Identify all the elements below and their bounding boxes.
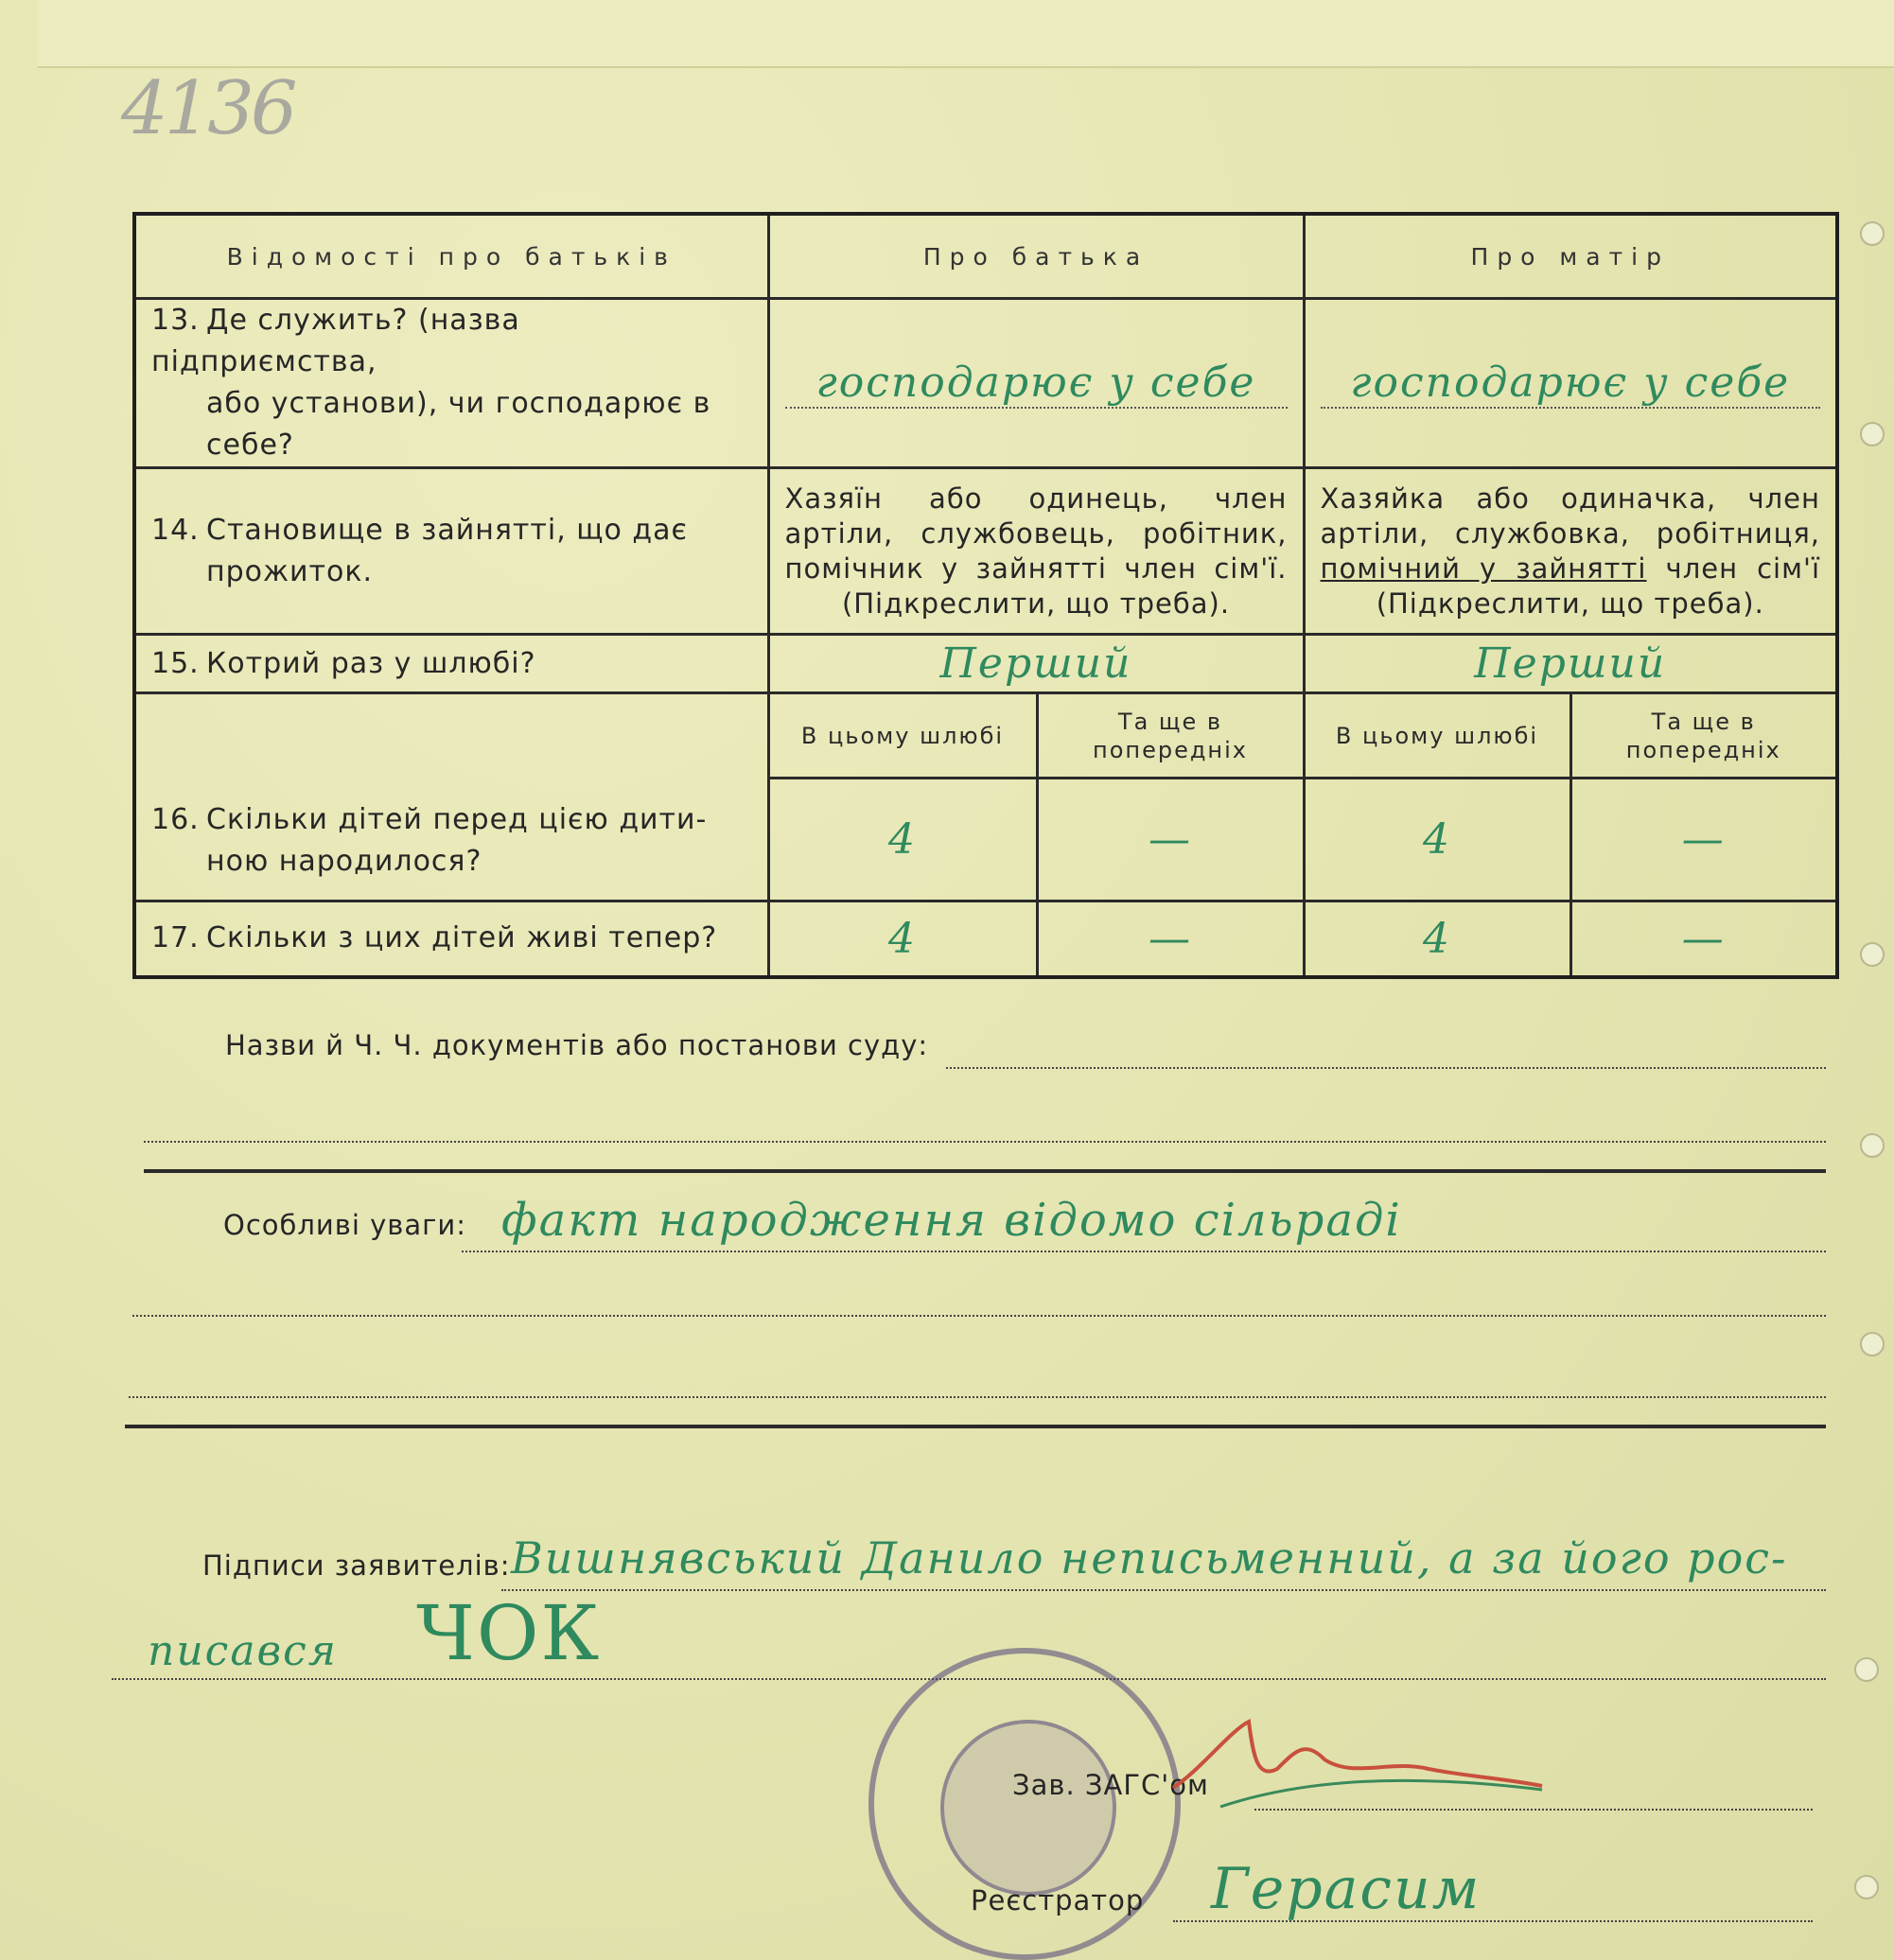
section-divider xyxy=(125,1425,1826,1428)
registrar-label: Реєстратор xyxy=(971,1884,1145,1916)
q17-father-this xyxy=(768,901,1037,977)
binder-hole xyxy=(1860,942,1885,967)
children-count: — xyxy=(1149,815,1192,864)
mother-occupation-options xyxy=(1304,468,1837,635)
documents-label: Назви й Ч. Ч. документів або постанови суду: xyxy=(225,1029,929,1061)
living-children-count: — xyxy=(1149,914,1192,963)
remarks-dotted-line xyxy=(462,1251,1826,1252)
signatures-dotted-line xyxy=(501,1589,1826,1591)
q16-father-prev xyxy=(1037,779,1304,901)
question-text: ною народилося? xyxy=(206,845,482,878)
question-text: прожиток. xyxy=(206,554,374,588)
binder-hole xyxy=(1854,1657,1879,1682)
question-13 xyxy=(134,299,768,468)
table-row-q17 xyxy=(134,901,1837,977)
subheader-mother-this-marriage: В цьому шлюбі xyxy=(1304,693,1570,779)
question-text: Де служить? (назва підприємства, xyxy=(151,304,520,378)
table-row-q15 xyxy=(134,635,1837,693)
mother-workplace-cell xyxy=(1304,299,1837,468)
remarks-value: факт народження відомо сільраді xyxy=(501,1194,1402,1247)
options-text: Хазяйка або одиначка, член артіли, службовка, робітниця, xyxy=(1320,481,1820,550)
signatures-mark: ЧОК xyxy=(416,1589,602,1677)
registry-head-signature xyxy=(1164,1703,1561,1816)
red-signature-stroke xyxy=(1173,1722,1542,1788)
header-mother: Про матір xyxy=(1304,214,1837,299)
binder-hole xyxy=(1860,1133,1885,1158)
question-text: Становище в зайнятті, що дає xyxy=(206,513,689,547)
question-text: Скільки з цих дітей живі тепер? xyxy=(206,921,718,955)
binder-hole xyxy=(1860,422,1885,446)
options-text: член сім'ї (Підкреслити, що треба). xyxy=(1376,551,1820,620)
mother-workplace-value: господарює у себе xyxy=(1321,359,1821,409)
children-count: 4 xyxy=(888,815,917,864)
question-text: Скільки дітей перед цією дити- xyxy=(206,803,708,836)
living-children-count: 4 xyxy=(1423,914,1451,963)
question-17 xyxy=(134,901,768,977)
living-children-count: — xyxy=(1681,914,1726,963)
question-16 xyxy=(134,693,768,901)
father-workplace-value: господарює у себе xyxy=(785,359,1288,409)
signatures-label: Підписи заявителів: xyxy=(202,1549,511,1582)
q16-mother-prev xyxy=(1570,779,1837,901)
question-text: Котрий раз у шлюбі? xyxy=(206,646,536,680)
subheader-father-this-marriage: В цьому шлюбі xyxy=(768,693,1037,779)
remarks-label: Особливі уваги: xyxy=(223,1209,467,1241)
q16-mother-this xyxy=(1304,779,1570,901)
signatures-value-line1: Вишнявський Данило неписьменний, а за його рос- xyxy=(511,1532,1788,1584)
q17-mother-prev xyxy=(1570,901,1837,977)
question-number: 14. xyxy=(151,513,200,547)
children-count: — xyxy=(1681,815,1726,864)
q17-father-prev xyxy=(1037,901,1304,977)
question-number: 16. xyxy=(151,803,200,836)
remarks-dotted-line-3 xyxy=(129,1396,1826,1398)
parents-info-table xyxy=(132,212,1839,979)
binder-hole xyxy=(1860,1332,1885,1356)
table-row-q13 xyxy=(134,299,1837,468)
archive-number: 4136 xyxy=(121,66,294,151)
registry-head-label: Зав. ЗАГС'ом xyxy=(1012,1769,1209,1801)
page-top-edge xyxy=(38,0,1894,68)
question-number: 15. xyxy=(151,646,200,680)
documents-dotted-line xyxy=(946,1067,1826,1069)
father-marriage-count-cell xyxy=(768,635,1304,693)
subheader-mother-previous: Та ще в попередніх xyxy=(1570,693,1837,779)
mother-marriage-count: Перший xyxy=(1474,639,1667,688)
father-workplace-cell xyxy=(768,299,1304,468)
header-parents: Відомості про батьків xyxy=(134,214,768,299)
question-number: 13. xyxy=(151,304,200,337)
underlined-option: помічний у зайнятті xyxy=(1320,551,1647,585)
question-15 xyxy=(134,635,768,693)
question-14 xyxy=(134,468,768,635)
signatures-value-line2: писався xyxy=(148,1627,338,1675)
father-marriage-count: Перший xyxy=(939,639,1132,688)
binder-hole xyxy=(1860,221,1885,246)
documents-dotted-line-2 xyxy=(144,1141,1826,1143)
question-text: або установи), чи господарює в себе? xyxy=(206,387,711,462)
binder-hole xyxy=(1854,1875,1879,1899)
mother-marriage-count-cell xyxy=(1304,635,1837,693)
question-number: 17. xyxy=(151,921,200,955)
father-occupation-options: Хазяїн або одинець, член артіли, службовець, робітник, помічник у зайнятті член сім'ї. (Підкреслити, що треба). xyxy=(768,468,1304,635)
q16-father-this xyxy=(768,779,1037,901)
subheader-father-previous: Та ще в попередніх xyxy=(1037,693,1304,779)
q17-mother-this xyxy=(1304,901,1570,977)
section-divider xyxy=(144,1169,1826,1173)
green-signature-stroke xyxy=(1220,1780,1542,1807)
table-row-q14 xyxy=(134,468,1837,635)
table-header-row xyxy=(134,214,1837,299)
living-children-count: 4 xyxy=(888,914,917,963)
header-father: Про батька xyxy=(768,214,1304,299)
registrar-signature: Герасим xyxy=(1211,1856,1482,1922)
remarks-dotted-line-2 xyxy=(132,1315,1826,1317)
stamp-emblem xyxy=(940,1720,1116,1896)
table-subheader-row xyxy=(134,693,1837,779)
children-count: 4 xyxy=(1423,815,1451,864)
